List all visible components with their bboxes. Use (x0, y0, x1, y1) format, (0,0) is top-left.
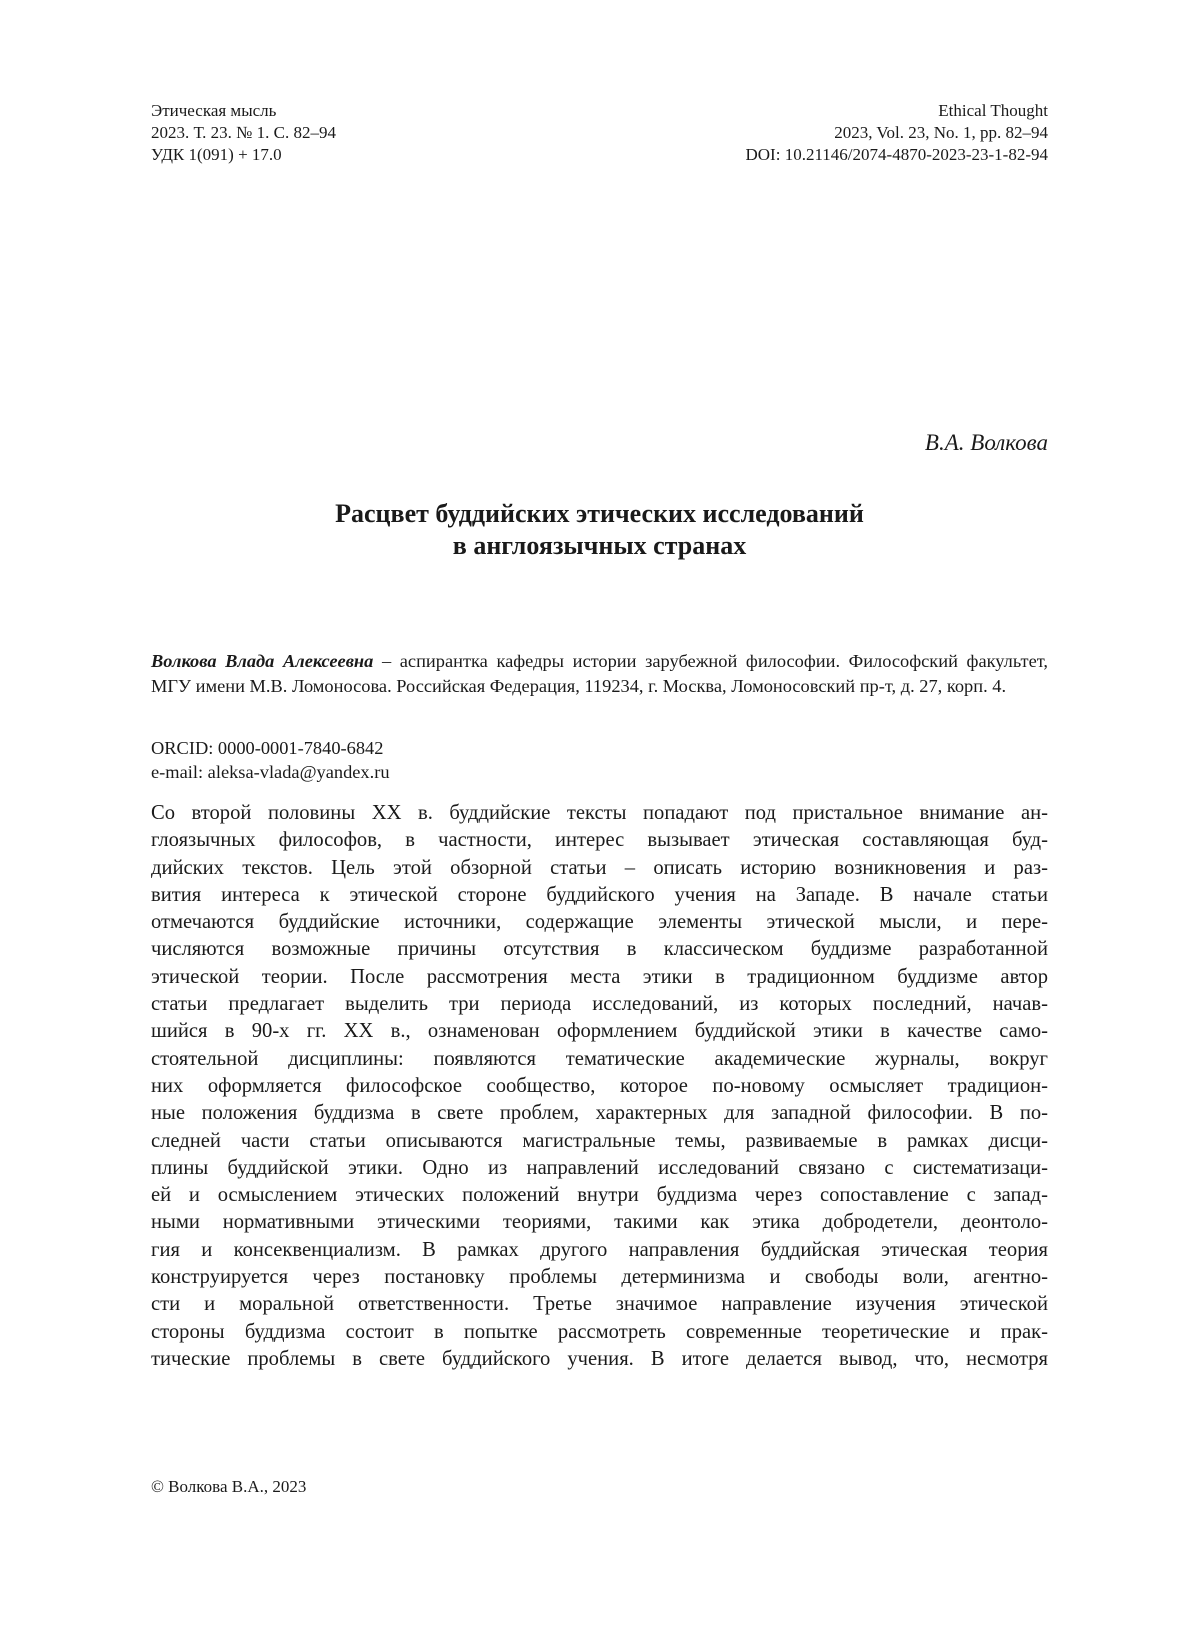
page-header (151, 100, 1048, 166)
abstract-line: плины буддийской этики. Одно из направлений исследований связано с систематизаци- (151, 1156, 1048, 1179)
abstract-line: дийских текстов. Цель этой обзорной статьи – описать историю возникновения и раз- (151, 856, 1048, 879)
copyright: © Волкова В.А., 2023 (151, 1477, 307, 1496)
orcid: ORCID: 0000-0001-7840-6842 (151, 738, 384, 758)
abstract-line: ей и осмыслением этических положений внутри буддизма через сопоставление с запад- (151, 1184, 1048, 1207)
author-full-name: Волкова Влада Алексеевна (151, 651, 374, 671)
abstract-line: ными нормативными этическими теориями, такими как этика добродетели, деонтоло- (151, 1211, 1048, 1234)
header-left (151, 100, 336, 166)
journal-name-en: Ethical Thought (938, 101, 1048, 120)
article-page (151, 100, 1048, 1496)
abstract-line: сти и моральной ответственности. Третье значимое направление изучения этической (151, 1293, 1048, 1316)
abstract-line: этической теории. После рассмотрения места этики в традиционном буддизме автор (151, 965, 1048, 988)
abstract-line: глоязычных философов, в частности, интерес вызывает этическая составляющая буд- (151, 829, 1048, 852)
abstract-line: числяются возможные причины отсутствия в классическом буддизме разработанной (151, 938, 1048, 961)
doi: DOI: 10.21146/2074-4870-2023-23-1-82-94 (745, 145, 1048, 164)
author-affiliation: – аспирантка кафедры истории зарубежной философии. Философский факультет, МГУ имени М.В. Ломоносова. Российская Федерация, 119234, г. Москва, Ломоносовский пр-т, д. 27, корп. 4. (151, 651, 1048, 696)
author-contacts (151, 736, 390, 784)
abstract-line: конструируется через постановку проблемы детерминизма и свободы воли, агентно- (151, 1266, 1048, 1289)
author-info (151, 649, 1048, 699)
header-right (746, 100, 1049, 166)
title-line-2: в англоязычных странах (452, 531, 747, 560)
journal-name-ru: Этическая мысль (151, 101, 277, 120)
article-title (151, 498, 1048, 562)
abstract-line: гия и консеквенциализм. В рамках другого направления буддийская этическая теория (151, 1238, 1048, 1261)
udk-code: УДК 1(091) + 17.0 (151, 145, 282, 164)
abstract-line: Со второй половины XX в. буддийские тексты попадают под пристальное внимание ан- (151, 802, 1048, 824)
abstract-line: стоятельной дисциплины: появляются тематические академические журналы, вокруг (151, 1047, 1048, 1070)
abstract-line: вития интереса к этической стороне буддийского учения на Западе. В начале статьи (151, 883, 1048, 906)
abstract-line: тические проблемы в свете буддийского учения. В итоге делается вывод, что, несмотря (151, 1347, 1048, 1370)
abstract-line: шийся в 90-х гг. XX в., ознаменован оформлением буддийской этики в качестве само- (151, 1020, 1048, 1043)
abstract-line: отмечаются буддийские источники, содержащие элементы этической мысли, и пере- (151, 911, 1048, 934)
abstract (151, 800, 1048, 1373)
title-line-1: Расцвет буддийских этических исследований (335, 499, 864, 528)
author-byline: В.А. Волкова (924, 430, 1048, 455)
abstract-line: них оформляется философское сообщество, которое по-новому осмысляет традицион- (151, 1074, 1048, 1097)
abstract-line: стороны буддизма состоит в попытке рассмотреть современные теоретические и прак- (151, 1320, 1048, 1343)
abstract-line: следней части статьи описываются магистральные темы, развиваемые в рамках дисци- (151, 1129, 1048, 1152)
email: e-mail: aleksa-vlada@yandex.ru (151, 762, 390, 782)
abstract-line: ные положения буддизма в свете проблем, характерных для западной философии. В по- (151, 1102, 1048, 1125)
issue-info-en: 2023, Vol. 23, No. 1, pp. 82–94 (834, 123, 1048, 142)
abstract-line: статьи предлагает выделить три периода исследований, из которых последний, начав- (151, 993, 1048, 1016)
issue-info-ru: 2023. Т. 23. № 1. С. 82–94 (151, 123, 336, 142)
